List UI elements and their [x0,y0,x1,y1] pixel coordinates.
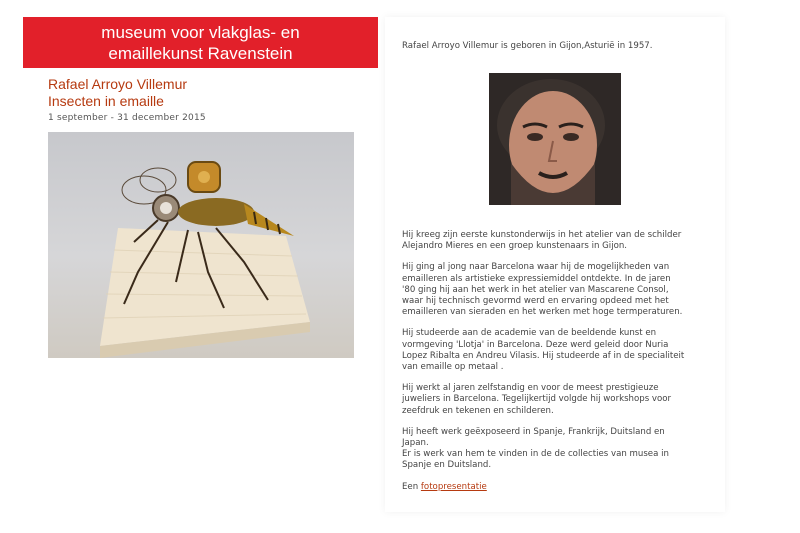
bio-paragraph-2: Hij ging al jong naar Barcelona waar hij de mogelijkheden van emailleren als artistieke expressiemiddel ontdekte. In de jaren '80 ging hij aan het werk in het atelier van Mascarene Consol, waar hij technisch gevormd werd en ervaring opdeed met het emailleren van sieraden en het werken met hoge termperaturen. [402,262,683,318]
insect-sculpture-image [48,132,354,358]
exhibition-info [23,76,378,123]
artwork-photo [48,132,354,358]
photo-presentation-link[interactable]: fotopresentatie [420,481,487,492]
left-column [23,17,378,123]
banner-line-2: emaillekunst Ravenstein [108,44,293,63]
bio-body [402,230,717,493]
photo-presentation-line [402,482,717,493]
museum-banner [23,17,378,68]
bio-paragraph-1: Hij kreeg zijn eerste kunstonderwijs in het atelier van de schilder Alejandro Mieres en een groep kunstenaars in Gijon. [402,230,682,252]
artist-name: Rafael Arroyo Villemur [48,76,188,92]
bio-paragraph-3: Hij studeerde aan de academie van de beeldende kunst en vormgeving 'Llotja' in Barcelona. Deze werd geleid door Nuria Lopez Ribalta en Andreu Vilasis. Hij studeerde af in de specialiteit van emaille op metaal . [402,328,685,373]
biography-panel [385,17,725,512]
bio-intro: Rafael Arroyo Villemur is geboren in Gijon,Asturië in 1957. [402,41,653,51]
exhibition-dates: 1 september - 31 december 2015 [48,113,206,123]
banner-line-1: museum voor vlakglas- en [101,23,300,42]
link-prefix: Een [402,481,421,492]
bio-paragraph-5: Hij heeft werk geëxposeerd in Spanje, Frankrijk, Duitsland en Japan. Er is werk van hem te vinden in de de collecties van musea in Spanje en Duitsland. [402,426,669,471]
exhibition-title: Insecten in emaille [48,93,164,109]
portrait-image [489,73,621,205]
bio-paragraph-4: Hij werkt al jaren zelfstandig en voor de meest prestigieuze juweliers in Barcelona. Tegelijkertijd volgde hij workshops voor zeefdruk en tekenen en schilderen. [402,383,672,416]
artist-portrait [489,73,621,205]
